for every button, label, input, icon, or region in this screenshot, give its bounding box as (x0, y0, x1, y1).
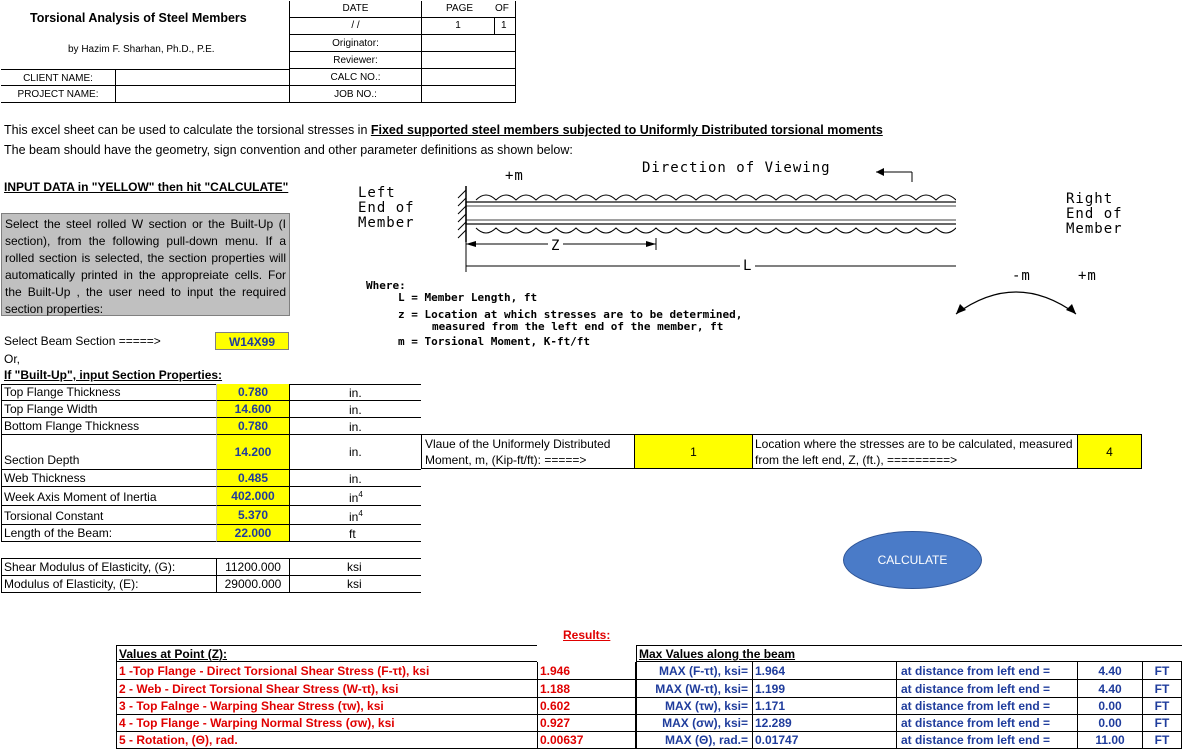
torsion-arrow (936, 280, 1096, 320)
property-unit: in. (289, 384, 421, 401)
dist-value: 4.40 (1077, 662, 1142, 680)
right-end-line-1: Right (1066, 191, 1114, 207)
reviewer-label: Reviewer: (289, 52, 421, 69)
dist-value: 11.00 (1077, 732, 1142, 749)
minus-m-label: -m (1012, 268, 1031, 284)
modulus-unit: ksi (289, 559, 421, 576)
result-value: 0.602 (537, 698, 636, 715)
client-field[interactable] (115, 69, 289, 86)
result-value: 1.946 (537, 662, 636, 680)
select-note (1, 213, 290, 316)
result-value: 0.927 (537, 715, 636, 732)
property-unit-text: in (349, 491, 359, 505)
property-label: Length of the Beam: (1, 525, 216, 542)
intro-line-1-text: This excel sheet can be used to calculate the torsional stresses in (4, 123, 371, 137)
max-value: 1.964 (752, 662, 896, 680)
max-label: MAX (F-τt), ksi= (636, 662, 752, 680)
modulus-value[interactable]: 29000.000 (216, 576, 289, 593)
dist-label: at distance from left end = (896, 715, 1077, 732)
client-label: CLIENT NAME: (1, 69, 115, 86)
left-end-line-3: Member (358, 215, 415, 231)
calc-field[interactable] (421, 69, 516, 86)
property-value[interactable]: 0.780 (216, 384, 289, 401)
dist-label: at distance from left end = (896, 680, 1077, 698)
point-heading: Values at Point (Z): (116, 645, 537, 662)
property-value[interactable]: 22.000 (216, 525, 289, 542)
modulus-label: Shear Modulus of Elasticity, (G): (1, 559, 216, 576)
results-title: Results: (563, 628, 611, 642)
max-label: MAX (W-τt), ksi= (636, 680, 752, 698)
property-label: Torsional Constant (1, 506, 216, 525)
l-label: L (740, 258, 755, 274)
def-m: m = Torsional Moment, K-ft/ft (398, 335, 591, 348)
author: by Hazim F. Sharhan, Ph.D., P.E. (68, 44, 215, 55)
property-unit-text: in (349, 510, 359, 524)
def-z-1: z = Location at which stresses are to be determined, (398, 308, 743, 321)
property-value[interactable]: 402.000 (216, 487, 289, 506)
date-label: DATE (289, 1, 421, 18)
dist-value: 0.00 (1077, 698, 1142, 715)
max-value: 12.289 (752, 715, 896, 732)
project-label: PROJECT NAME: (1, 86, 115, 103)
z-label: Z (548, 238, 563, 254)
max-value: 1.199 (752, 680, 896, 698)
property-unit: in. (289, 401, 421, 418)
page-value: 1 (421, 18, 495, 35)
originator-field[interactable] (421, 35, 516, 52)
dist-value: 4.40 (1077, 680, 1142, 698)
max-label: MAX (σw), ksi= (636, 715, 752, 732)
dist-label: at distance from left end = (896, 698, 1077, 715)
property-label: Section Depth (1, 435, 216, 470)
dist-unit: FT (1142, 732, 1182, 749)
dist-label: at distance from left end = (896, 662, 1077, 680)
result-label: 5 - Rotation, (Θ), rad. (116, 732, 537, 749)
dist-unit: FT (1142, 698, 1182, 715)
property-label: Web Thickness (1, 470, 216, 487)
page-label: PAGE (421, 1, 495, 18)
property-label: Bottom Flange Thickness (1, 418, 216, 435)
builtup-heading: If "Built-Up", input Section Properties: (4, 368, 223, 382)
modulus-unit: ksi (289, 576, 421, 593)
max-label: MAX (Θ), rad.= (636, 732, 752, 749)
plus-m-top: +m (505, 168, 524, 184)
project-field[interactable] (115, 86, 289, 103)
max-value: 0.01747 (752, 732, 896, 749)
def-l: L = Member Length, ft (398, 291, 538, 304)
of-label: OF (495, 3, 509, 14)
location-input[interactable]: 4 (1077, 434, 1142, 469)
def-z-2: measured from the left end of the member, ft (432, 320, 724, 333)
result-label: 1 -Top Flange - Direct Torsional Shear Stress (F-τt), ksi (116, 662, 537, 680)
property-unit: in. (289, 435, 421, 470)
property-value[interactable]: 14.600 (216, 401, 289, 418)
reviewer-field[interactable] (421, 52, 516, 69)
max-heading: Max Values along the beam (636, 645, 1182, 662)
property-label: Week Axis Moment of Inertia (1, 487, 216, 506)
result-label: 2 - Web - Direct Torsional Shear Stress (W-τt), ksi (116, 680, 537, 698)
property-label: Top Flange Thickness (1, 384, 216, 401)
property-value[interactable]: 0.485 (216, 470, 289, 487)
property-value[interactable]: 14.200 (216, 435, 289, 470)
beam-section-select[interactable]: W14X99 (215, 332, 289, 350)
property-unit: in. (289, 470, 421, 487)
direction-of-viewing: Direction of Viewing (642, 160, 831, 176)
modulus-value[interactable]: 11200.000 (216, 559, 289, 576)
right-end-line-3: Member (1066, 221, 1123, 237)
dist-unit: FT (1142, 662, 1182, 680)
property-unit (289, 487, 421, 506)
input-heading: INPUT DATA in "YELLOW" then hit "CALCULATE" (4, 180, 289, 194)
result-value: 1.188 (537, 680, 636, 698)
property-unit (289, 506, 421, 525)
max-label: MAX (τw), ksi= (636, 698, 752, 715)
dist-unit: FT (1142, 680, 1182, 698)
max-value: 1.171 (752, 698, 896, 715)
moment-label: Vlaue of the Uniformely Distributed Moment, m, (Kip-ft/ft): =====> (421, 434, 634, 469)
property-unit-sup: 4 (358, 509, 363, 518)
location-label: Location where the stresses are to be calculated, measured from the left end, Z, (ft.), =========> (752, 434, 1077, 469)
property-unit: in. (289, 418, 421, 435)
date-value[interactable]: / / (289, 18, 421, 35)
property-value[interactable]: 5.370 (216, 506, 289, 525)
plus-m-right-label: +m (1078, 268, 1097, 284)
intro-line-1 (4, 123, 883, 137)
property-label: Top Flange Width (1, 401, 216, 418)
left-end-label (358, 186, 415, 231)
job-field[interactable] (421, 86, 516, 103)
result-value: 0.00637 (537, 732, 636, 749)
dist-value: 0.00 (1077, 715, 1142, 732)
select-note-text: Select the steel rolled W section or the Built-Up (I section), from the following pull-down menu. If a rolled section is selected, the section properties will automatically printed in the appropreiate cells. For the Built-Up , the user need to input the required section properties: (5, 217, 286, 316)
property-unit-sup: 4 (358, 490, 363, 499)
calc-label: CALC NO.: (289, 69, 421, 86)
result-label: 4 - Top Flange - Warping Normal Stress (σw), ksi (116, 715, 537, 732)
property-value[interactable]: 0.780 (216, 418, 289, 435)
moment-input[interactable]: 1 (634, 434, 752, 469)
intro-line-2: The beam should have the geometry, sign convention and other parameter definitions as shown below: (4, 143, 573, 157)
or-label: Or, (4, 352, 21, 366)
sheet-title: Torsional Analysis of Steel Members (30, 11, 247, 25)
job-label: JOB NO.: (289, 86, 421, 103)
intro-line-1-emph: Fixed supported steel members subjected to Uniformly Distributed torsional moments (370, 123, 883, 137)
calculate-button[interactable] (843, 531, 982, 589)
calculate-button-label: CALCULATE (877, 553, 948, 567)
left-end-line-1: Left (358, 185, 396, 201)
dist-unit: FT (1142, 715, 1182, 732)
right-end-line-2: End of (1066, 206, 1123, 222)
modulus-label: Modulus of Elasticity, (E): (1, 576, 216, 593)
dist-label: at distance from left end = (896, 732, 1077, 749)
of-value: 1 (501, 20, 507, 31)
right-end-label (1066, 192, 1123, 237)
result-label: 3 - Top Falnge - Warping Shear Stress (τw), ksi (116, 698, 537, 715)
where-label: Where: (366, 279, 406, 292)
property-unit: ft (289, 525, 421, 542)
beam-section-label: Select Beam Section =====> (4, 334, 161, 348)
originator-label: Originator: (289, 35, 421, 52)
left-end-line-2: End of (358, 200, 415, 216)
